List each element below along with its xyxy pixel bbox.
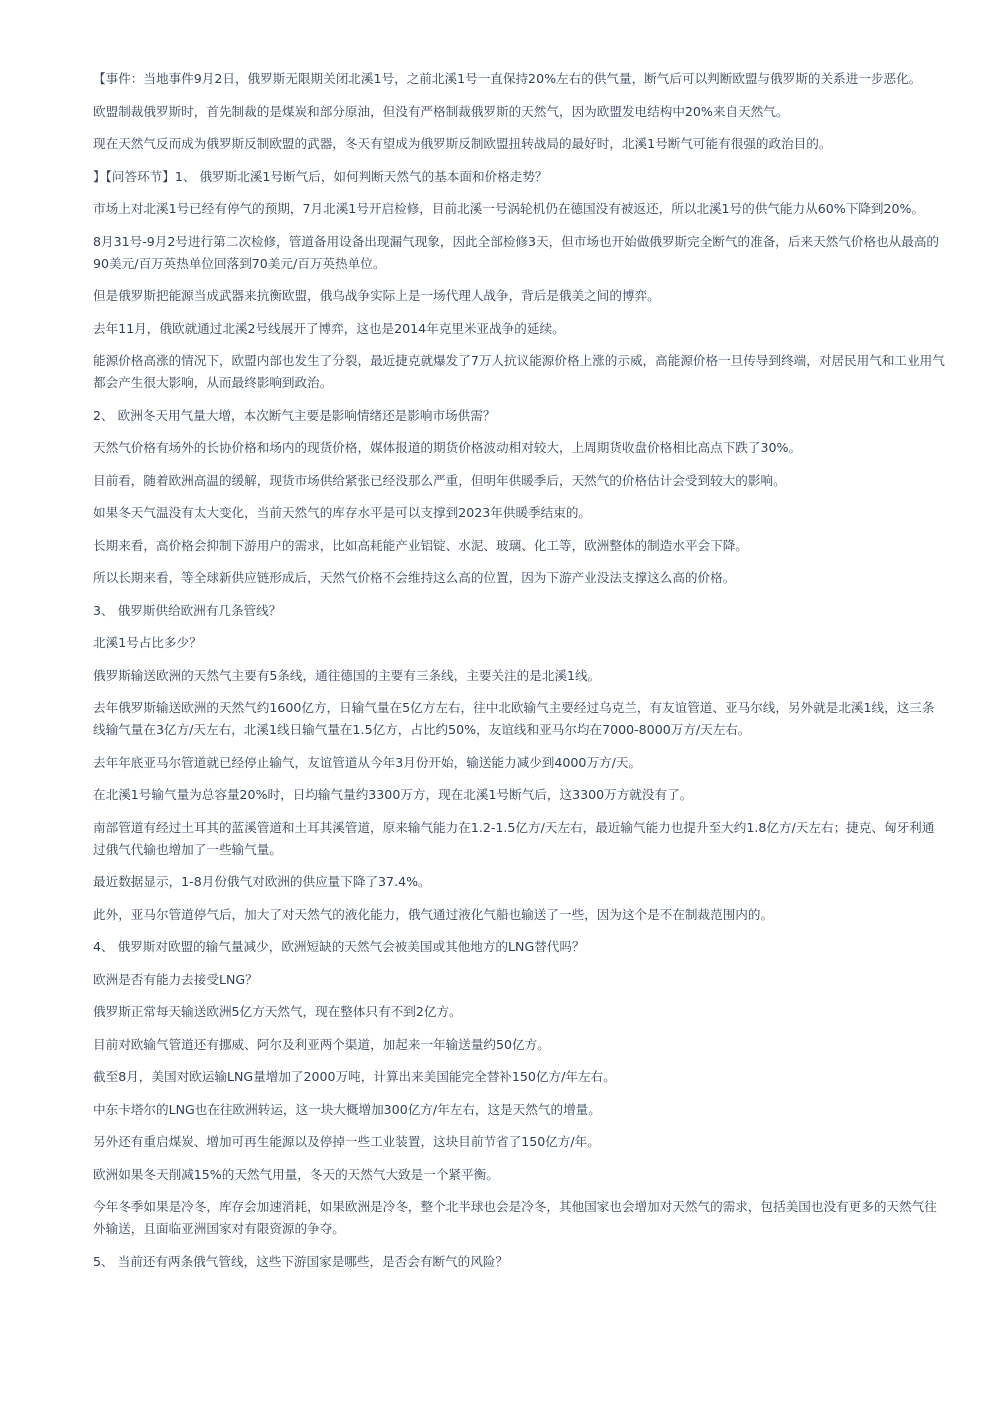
question-4-heading: 4、 俄罗斯对欧盟的输气量减少，欧洲短缺的天然气会被美国或其他地方的LNG替代吗？: [93, 939, 585, 954]
paragraph: 在北溪1号输气量为总容量20%时，日均输气量约3300万方，现在北溪1号断气后，这3300万方就没有了。: [93, 787, 693, 802]
paragraph: 长期来看，高价格会抑制下游用户的需求，比如高耗能产业铝锭、水泥、玻璃、化工等，欧洲整体的制造水平会下降。: [93, 537, 748, 553]
paragraph-eu-sanctions: 欧盟制裁俄罗斯时，首先制裁的是煤炭和部分原油，但没有严格制裁俄罗斯的天然气，因为欧盟发电结构中20%来自天然气。: [93, 103, 789, 119]
paragraph: 另外还有重启煤炭、增加可再生能源以及停掉一些工业装置，这块目前节省了150亿方/年。: [93, 1134, 600, 1149]
paragraph: 欧洲如果冬天削减15%的天然气用量，冬天的天然气大致是一个紧平衡。: [93, 1166, 499, 1182]
paragraph-gas-as-weapon: 现在天然气反而成为俄罗斯反制欧盟的武器，冬天有望成为俄罗斯反制欧盟扭转战局的最好时，北溪1号断气可能有很强的政治目的。: [93, 136, 832, 151]
paragraph: 最近数据显示，1-8月份俄气对欧洲的供应量下降了37.4%。: [93, 874, 431, 889]
paragraph: 去年11月，俄欧就通过北溪2号线展开了博弈，这也是2014年克里米亚战争的延续。: [93, 320, 565, 336]
paragraph: 今年冬季如果是冷冬，库存会加速消耗，如果欧洲是冷冬，整个北半球也会是冷冬，其他国家也会增加对天然气的需求，包括美国也没有更多的天然气往外输送，且面临亚洲国家对有限资源的争夺。: [93, 1199, 937, 1236]
paragraph: 此外，亚马尔管道停气后，加大了对天然气的液化能力，俄气通过液化气船也输送了一些，因为这个是不在制裁范围内的。: [93, 906, 774, 922]
paragraph: 去年俄罗斯输送欧洲的天然气约1600亿方，日输气量在5亿方左右，往中北欧输气主要经过乌克兰，有友谊管道、亚马尔线，另外就是北溪1线，这三条线输气量在3亿方/天左右，北溪1线日输气量在1.5亿方，占比约50%，友谊线和亚马尔均在7000-8000万方/天左右。: [93, 700, 935, 737]
question-3-subheading: 北溪1号占比多少？: [93, 635, 202, 650]
paragraph: 俄罗斯正常每天输送欧洲5亿方天然气，现在整体只有不到2亿方。: [93, 1004, 462, 1019]
paragraph: 8月31号-9月2号进行第二次检修，管道备用设备出现漏气现象，因此全部检修3天，但市场也开始做俄罗斯完全断气的准备，后来天然气价格也从最高的90美元/百万英热单位回落到70美元/百万英热单位。: [93, 233, 940, 271]
question-4-subheading: 欧洲是否有能力去接受LNG？: [93, 971, 258, 987]
paragraph: 目前看，随着欧洲高温的缓解，现货市场供给紧张已经没那么严重，但明年供暖季后，天然气的价格估计会受到较大的影响。: [93, 472, 786, 488]
paragraph: 天然气价格有场外的长协价格和场内的现货价格，媒体报道的期货价格波动相对较大，上周期货收盘价格相比高点下跌了30%。: [93, 440, 802, 455]
paragraph: 目前对欧输气管道还有挪威、阿尔及利亚两个渠道，加起来一年输送量约50亿方。: [93, 1036, 550, 1052]
paragraph: 俄罗斯输送欧洲的天然气主要有5条线，通往德国的主要有三条线，主要关注的是北溪1线。: [93, 667, 601, 683]
paragraph: 所以长期来看，等全球新供应链形成后，天然气价格不会维持这么高的位置，因为下游产业没法支撑这么高的价格。: [93, 570, 736, 585]
paragraph: 中东卡塔尔的LNG也在往欧洲转运，这一块大概增加300亿方/年左右，这是天然气的增量。: [93, 1101, 601, 1117]
question-5-heading: 5、 当前还有两条俄气管线，这些下游国家是哪些，是否会有断气的风险？: [93, 1253, 509, 1269]
question-3-heading: 3、 俄罗斯供给欧洲有几条管线？: [93, 602, 282, 618]
paragraph: 但是俄罗斯把能源当成武器来抗衡欧盟，俄乌战争实际上是一场代理人战争，背后是俄美之间的博弈。: [93, 288, 660, 303]
paragraph: 如果冬天气温没有太大变化，当前天然气的库存水平是可以支撑到2023年供暖季结束的。: [93, 505, 592, 520]
paragraph-event-intro: 【事件：当地事件9月2日，俄罗斯无限期关闭北溪1号，之前北溪1号一直保持20%左右的供气量，断气后可以判断欧盟与俄罗斯的关系进一步恶化。: [93, 71, 922, 86]
paragraph: 截至8月，美国对欧运输LNG量增加了2000万吨，计算出来美国能完全替补150亿方/年左右。: [93, 1069, 616, 1084]
paragraph: 去年年底亚马尔管道就已经停止输气，友谊管道从今年3月份开始，输送能力减少到4000万方/天。: [93, 754, 642, 770]
paragraph: 南部管道有经过土耳其的蓝溪管道和土耳其溪管道，原来输气能力在1.2-1.5亿方/天左右，最近输气能力也提升至大约1.8亿方/天左右；捷克、匈牙利通过俄气代输也增加了一些输气量。: [93, 819, 935, 857]
document-body: [93, 68, 945, 1283]
question-2-heading: 2、 欧洲冬天用气量大增，本次断气主要是影响情绪还是影响市场供需？: [93, 407, 496, 423]
paragraph: 市场上对北溪1号已经有停气的预期，7月北溪1号开启检修，目前北溪一号涡轮机仍在德国没有被返还，所以北溪1号的供气能力从60%下降到20%。: [93, 201, 925, 216]
paragraph: 能源价格高涨的情况下，欧盟内部也发生了分裂，最近捷克就爆发了7万人抗议能源价格上涨的示威，高能源价格一旦传导到终端，对居民用气和工业用气都会产生很大影响，从而最终影响到政治。: [93, 353, 945, 390]
question-1-heading: 】【问答环节】1、 俄罗斯北溪1号断气后，如何判断天然气的基本面和价格走势？: [93, 168, 548, 184]
